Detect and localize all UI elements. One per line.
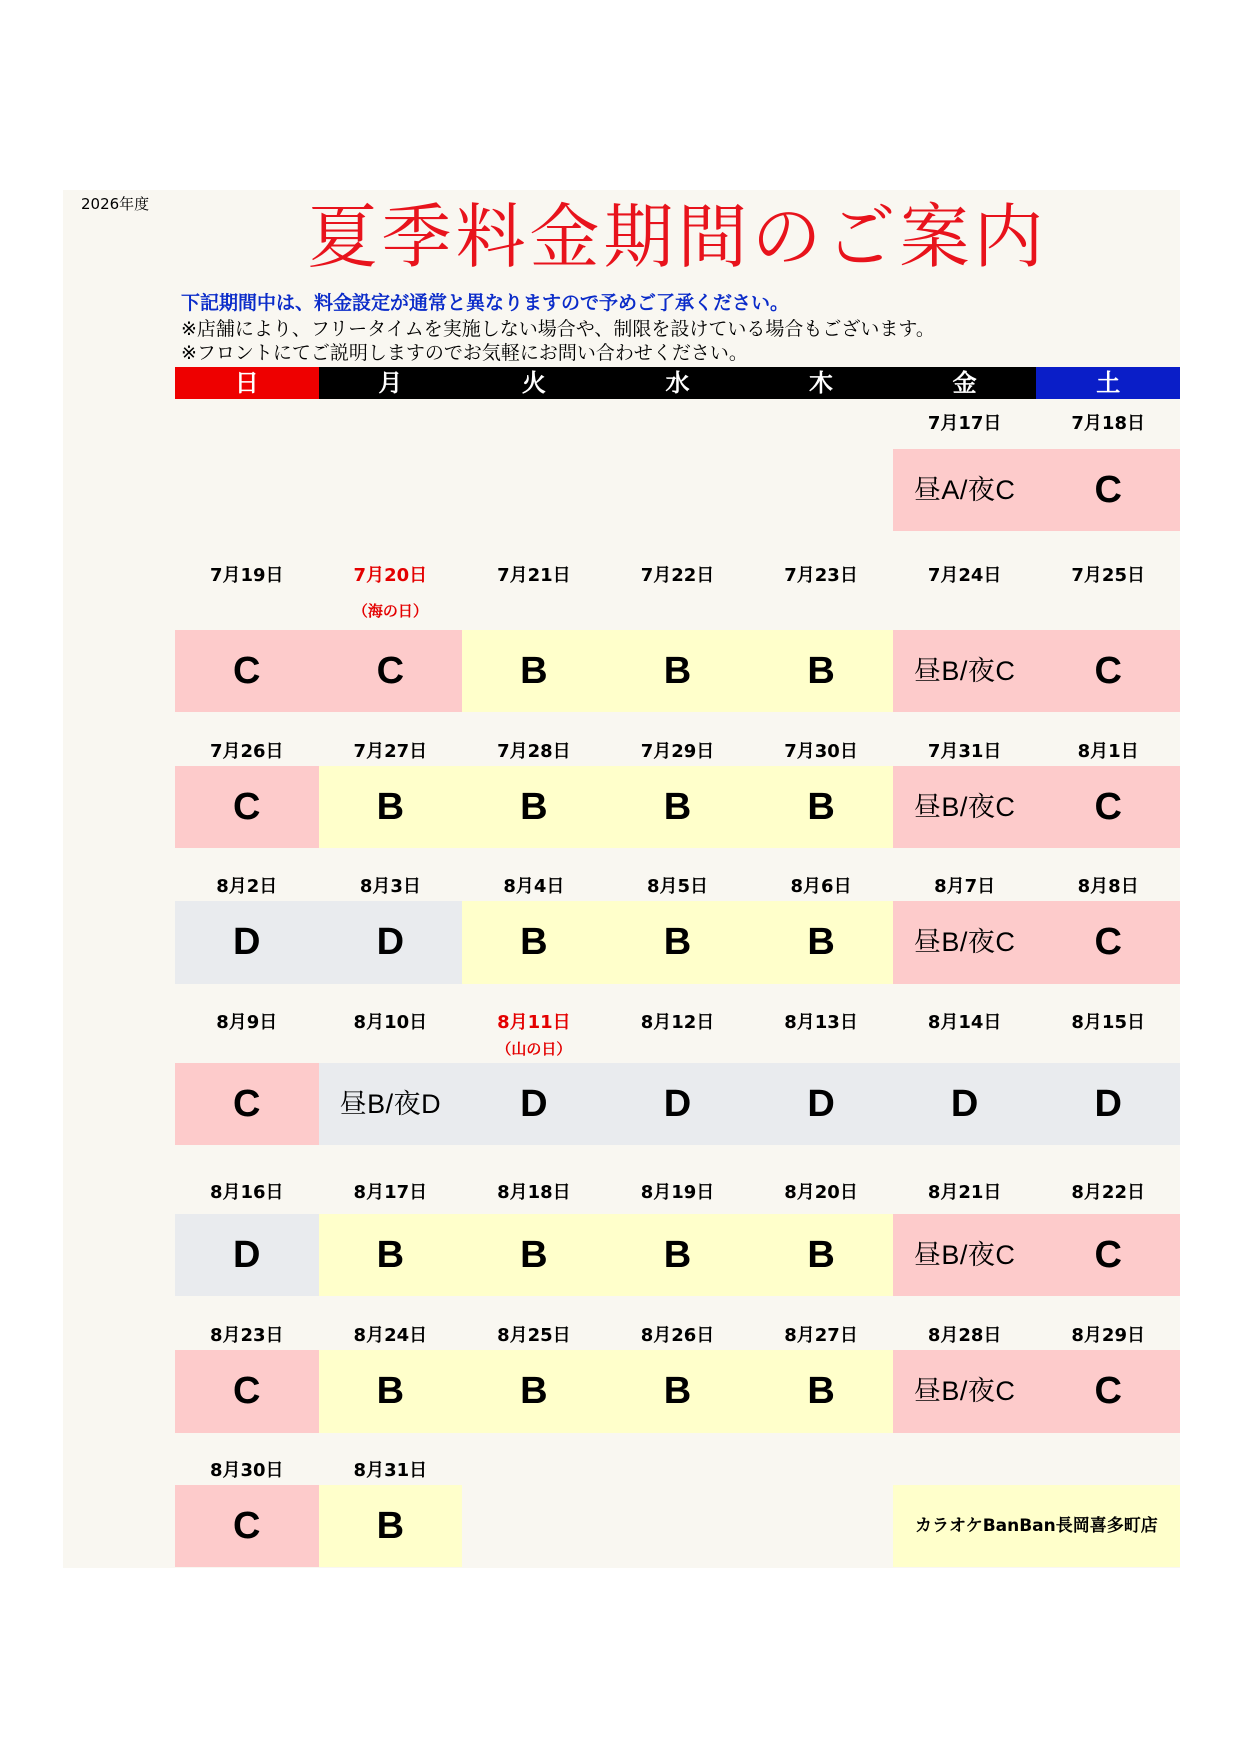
rate-cell: C (1036, 766, 1180, 848)
day-date: 7月18日 (1071, 413, 1145, 434)
day-date: 8月7日 (934, 876, 996, 897)
rate-cell: B (606, 901, 750, 984)
rate-cell: B (606, 630, 750, 712)
notice-main: 下記期間中は、料金設定が通常と異なりますので予めご了承ください。 (181, 292, 790, 314)
rate-cell: 昼B/夜C (893, 901, 1037, 984)
day-date: 7月21日 (497, 565, 571, 586)
rate-cell: D (462, 1063, 606, 1145)
day-date: 7月25日 (1071, 565, 1145, 586)
rate-cell: B (749, 901, 893, 984)
day-date: 7月26日 (209, 741, 284, 762)
day-date: 8月14日 (927, 1012, 1002, 1033)
weekday-fri: 金 (893, 367, 1037, 399)
rate-cell: B (749, 1214, 893, 1296)
holiday-name: （海の日） (352, 602, 428, 620)
day-date: 8月16日 (209, 1182, 284, 1203)
day-date: 8月15日 (1071, 1012, 1145, 1033)
day-date: 7月31日 (927, 741, 1002, 762)
rate-cell: C (319, 630, 463, 712)
rate-cell: B (462, 630, 606, 712)
day-date: 8月10日 (353, 1012, 428, 1033)
rate-cell: C (1036, 901, 1180, 984)
day-date: 8月31日 (353, 1460, 428, 1481)
rate-cell: C (175, 1063, 319, 1145)
day-date: 8月30日 (209, 1460, 284, 1481)
rate-cell: D (1036, 1063, 1180, 1145)
weekday-mon: 月 (319, 367, 463, 399)
rate-cell: B (319, 1350, 463, 1433)
rate-cell: B (749, 630, 893, 712)
day-date: 8月12日 (640, 1012, 715, 1033)
rate-cell: 昼B/夜D (319, 1063, 463, 1145)
notice-front-desk: ※フロントにてご説明しますのでお気軽にお問い合わせください。 (181, 342, 748, 364)
weekday-wed: 水 (606, 367, 750, 399)
rate-cell: B (462, 1214, 606, 1296)
day-date: 8月4日 (503, 876, 565, 897)
rate-cell: D (606, 1063, 750, 1145)
rate-cell: C (175, 766, 319, 848)
day-date: 7月27日 (353, 741, 428, 762)
day-date: 7月29日 (640, 741, 715, 762)
page-title: 夏季料金期間のご案内 (307, 196, 1048, 278)
notice-free-time: ※店舗により、フリータイムを実施しない場合や、制限を設けている場合もございます。 (181, 318, 935, 340)
rate-cell: B (749, 1350, 893, 1433)
rate-cell: 昼B/夜C (893, 630, 1037, 712)
weekday-thu: 木 (749, 367, 893, 399)
rate-cell: B (319, 1485, 463, 1567)
day-date: 8月26日 (640, 1325, 715, 1346)
rate-cell: C (175, 1485, 319, 1567)
rate-cell: D (175, 1214, 319, 1296)
day-date: 8月23日 (209, 1325, 284, 1346)
day-date: 7月22日 (640, 565, 715, 586)
day-date: 8月6日 (790, 876, 852, 897)
rate-cell: C (1036, 630, 1180, 712)
day-date: 8月17日 (353, 1182, 428, 1203)
day-date: 7月23日 (784, 565, 858, 586)
day-date: 8月20日 (784, 1182, 858, 1203)
rate-cell: B (749, 766, 893, 848)
rate-cell: B (462, 901, 606, 984)
rate-cell: C (1036, 1214, 1180, 1296)
day-date: 8月28日 (927, 1325, 1002, 1346)
fiscal-year-label: 2026年度 (81, 195, 150, 213)
day-date: 8月21日 (927, 1182, 1002, 1203)
rate-cell: D (893, 1063, 1037, 1145)
rate-cell: 昼A/夜C (893, 449, 1037, 531)
rate-cell: B (606, 1350, 750, 1433)
day-date: 8月2日 (216, 876, 278, 897)
store-name: カラオケBanBan長岡喜多町店 (893, 1485, 1180, 1567)
weekday-tue: 火 (462, 367, 606, 399)
day-date: 7月28日 (497, 741, 571, 762)
holiday-name: （山の日） (496, 1040, 572, 1058)
weekday-header (175, 367, 1180, 399)
day-date: 8月8日 (1077, 876, 1139, 897)
day-date: 8月9日 (216, 1012, 278, 1033)
day-date: 8月29日 (1071, 1325, 1145, 1346)
rate-cell: 昼B/夜C (893, 1350, 1037, 1433)
rate-cell: C (1036, 1350, 1180, 1433)
rate-cell: B (462, 766, 606, 848)
rate-cell: C (1036, 449, 1180, 531)
rate-cell: D (319, 901, 463, 984)
day-date: 7月19日 (209, 565, 284, 586)
rate-cell: B (319, 1214, 463, 1296)
rate-cell: B (606, 1214, 750, 1296)
weekday-sat: 土 (1036, 367, 1180, 399)
rate-cell: D (175, 901, 319, 984)
day-date: 7月20日 (353, 565, 428, 586)
day-date: 8月18日 (497, 1182, 571, 1203)
day-date: 8月5日 (646, 876, 709, 897)
day-date: 8月13日 (784, 1012, 858, 1033)
day-date: 8月27日 (784, 1325, 858, 1346)
day-date: 8月3日 (359, 876, 421, 897)
rate-cell: B (462, 1350, 606, 1433)
day-date: 8月22日 (1071, 1182, 1145, 1203)
rate-cell: C (175, 1350, 319, 1433)
rate-cell: D (749, 1063, 893, 1145)
rate-cell: B (319, 766, 463, 848)
day-date: 8月1日 (1077, 741, 1139, 762)
weekday-sun: 日 (175, 367, 319, 399)
day-date: 8月25日 (497, 1325, 571, 1346)
rate-cell: 昼B/夜C (893, 766, 1037, 848)
day-date: 7月30日 (784, 741, 858, 762)
day-date: 8月19日 (640, 1182, 715, 1203)
day-date: 7月24日 (927, 565, 1002, 586)
day-date: 8月24日 (353, 1325, 428, 1346)
rate-cell: C (175, 630, 319, 712)
day-date: 8月11日 (497, 1012, 571, 1033)
day-date: 7月17日 (927, 413, 1002, 434)
rate-cell: 昼B/夜C (893, 1214, 1037, 1296)
rate-cell: B (606, 766, 750, 848)
